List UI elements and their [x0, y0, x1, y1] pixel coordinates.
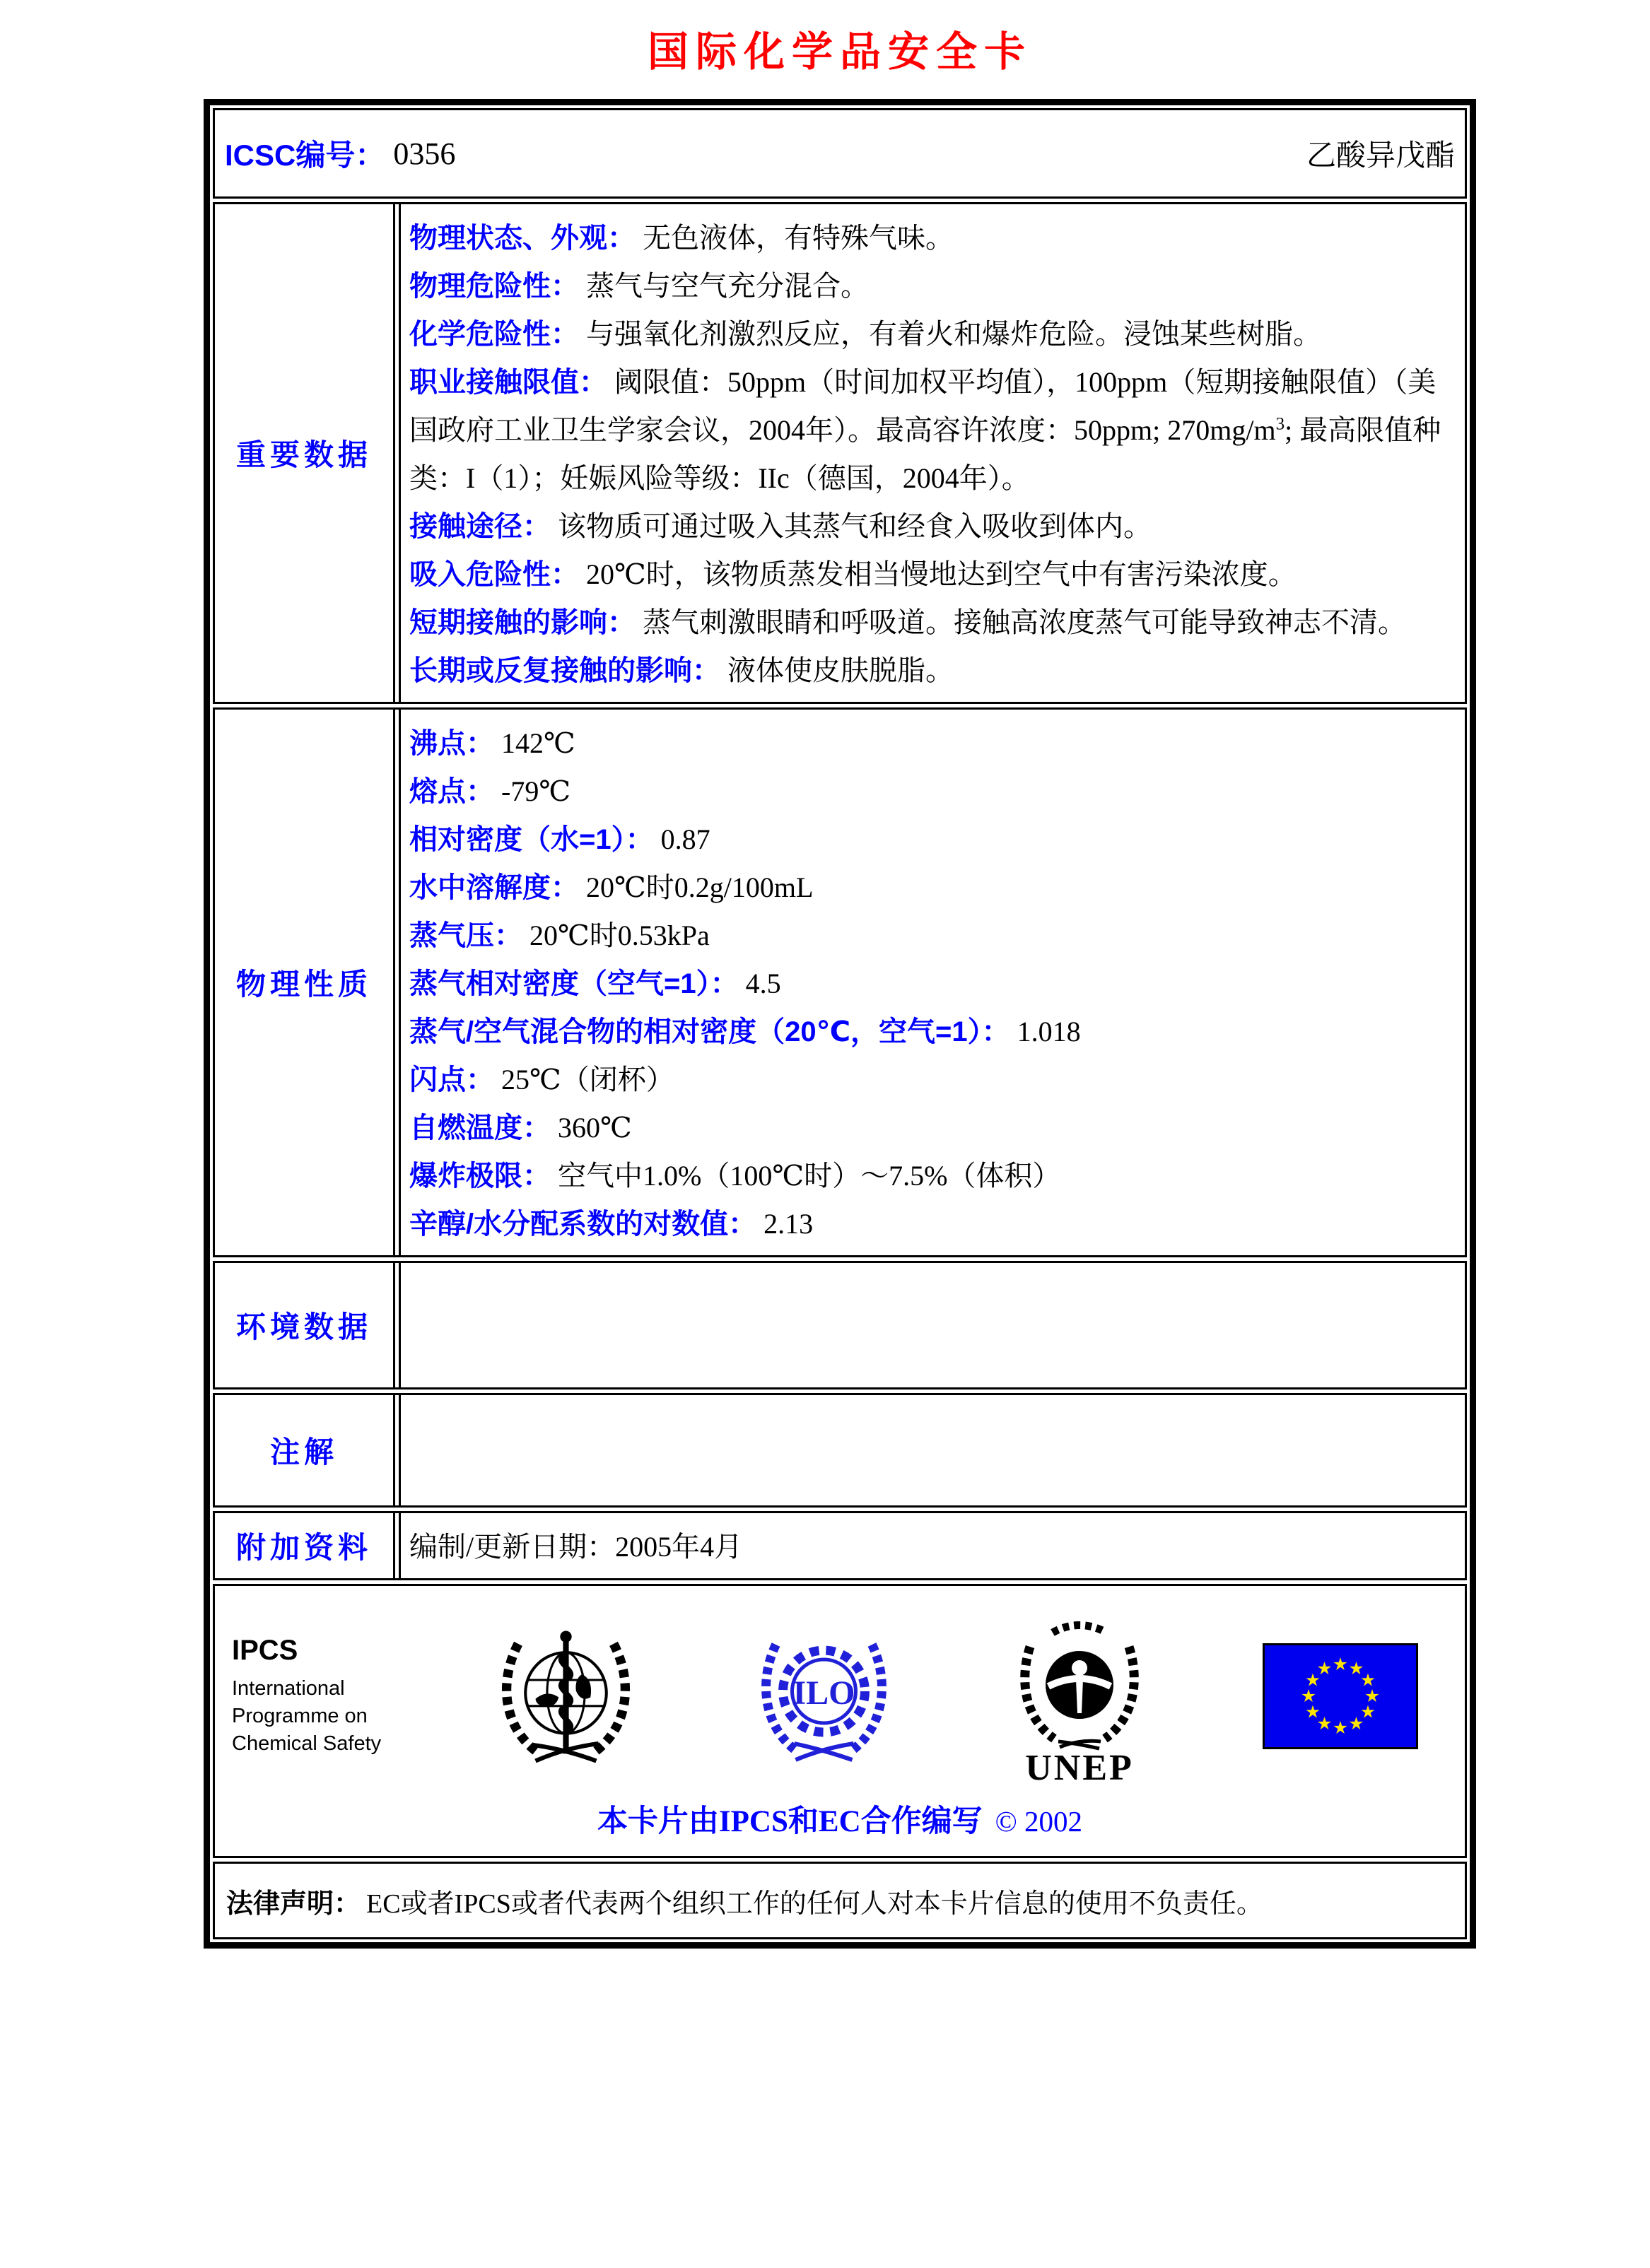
property-value: 阈限值：50ppm（时间加权平均值），100ppm（短期接触限值）（美国政府工业卫生学家会议，2004年）。最高容许浓度：50ppm; 270mg/m	[409, 366, 1437, 446]
cooperation-text: 本卡片由IPCS和EC合作编写	[597, 1805, 983, 1838]
legal-row	[213, 1862, 1467, 1939]
important-data-content	[399, 204, 1465, 702]
important-data-row	[213, 202, 1467, 704]
legal-label: 法律声明：	[226, 1888, 361, 1919]
ipcs-acronym: IPCS	[232, 1634, 298, 1666]
property-line	[409, 599, 1455, 647]
page-title: 国际化学品安全卡	[647, 29, 1032, 75]
property-label: 爆炸极限：	[409, 1161, 551, 1192]
property-value: 0.87	[660, 823, 710, 855]
ipcs-text-block	[232, 1635, 381, 1758]
property-line	[409, 262, 1455, 310]
eu-flag-icon	[1263, 1643, 1418, 1749]
icsc-number-label: ICSC编号：	[225, 139, 385, 172]
ipcs-subtitle-line1: International	[232, 1676, 345, 1700]
property-label: 闪点：	[409, 1064, 494, 1095]
property-value: 该物质可通过吸入其蒸气和经食入吸收到体内。	[558, 510, 1152, 542]
ipcs-subtitle-line3: Chemical Safety	[232, 1732, 382, 1755]
property-value: 20℃时0.2g/100mL	[586, 871, 814, 903]
update-date-label: 编制/更新日期：	[409, 1531, 616, 1563]
ilo-letters: ILO	[792, 1674, 855, 1712]
property-label: 接触途径：	[409, 511, 551, 542]
property-line	[409, 310, 1455, 358]
property-value: 4.5	[745, 968, 781, 999]
property-value: 蒸气刺激眼睛和呼吸道。接触高浓度蒸气可能导致神志不清。	[643, 606, 1406, 638]
property-line	[409, 1056, 1455, 1104]
property-line	[409, 647, 1455, 695]
additional-info-content	[399, 1513, 1465, 1578]
property-value: 20℃时，该物质蒸发相当慢地达到空气中有害污染浓度。	[586, 558, 1297, 590]
property-line	[409, 1008, 1455, 1056]
property-label: 蒸气/空气混合物的相对密度（20℃，空气=1）：	[409, 1016, 1010, 1047]
icsc-card-page	[204, 18, 1476, 1949]
icsc-number-group	[225, 132, 455, 175]
notes-content	[399, 1395, 1465, 1505]
property-label: 物理危险性：	[409, 271, 579, 302]
unep-logo-icon	[1009, 1606, 1150, 1786]
header-row	[213, 108, 1467, 199]
property-line	[409, 551, 1455, 599]
property-line	[409, 503, 1455, 551]
property-label: 辛醇/水分配系数的对数值：	[409, 1209, 757, 1240]
property-label: 短期接触的影响：	[409, 607, 636, 638]
physical-properties-row	[213, 707, 1467, 1257]
property-line	[409, 1104, 1455, 1152]
property-line	[409, 768, 1455, 816]
legal-text: EC或者IPCS或者代表两个组织工作的任何人对本卡片信息的使用不负责任。	[366, 1888, 1263, 1919]
property-label: 物理状态、外观：	[409, 223, 636, 254]
chemical-name: 乙酸异戊酯	[1306, 140, 1455, 172]
logos-row	[213, 1584, 1467, 1858]
unep-letters: UNEP	[1024, 1748, 1134, 1786]
property-label: 职业接触限值：	[409, 367, 607, 398]
property-line	[409, 1152, 1455, 1200]
environmental-data-row	[213, 1261, 1467, 1389]
property-value: 与强氧化剂激烈反应，有着火和爆炸危险。浸蚀某些树脂。	[586, 318, 1321, 350]
superscript: 3	[1275, 414, 1285, 434]
who-logo-icon	[493, 1616, 638, 1775]
property-label: 化学危险性：	[409, 319, 579, 350]
property-value: 360℃	[558, 1112, 632, 1144]
property-label: 自燃温度：	[409, 1112, 551, 1144]
property-label: 水中溶解度：	[409, 872, 579, 903]
property-value: -79℃	[501, 775, 571, 807]
property-value: 液体使皮肤脱脂。	[727, 654, 954, 686]
section-label-additional-info: 附加资料	[215, 1513, 395, 1578]
property-line	[409, 816, 1455, 864]
ipcs-subtitle-line2: Programme on	[232, 1704, 368, 1727]
update-date-line	[409, 1523, 742, 1571]
property-value: 1.018	[1017, 1016, 1081, 1047]
property-value: 2.13	[763, 1208, 814, 1240]
section-label-notes: 注解	[215, 1395, 395, 1505]
property-line	[409, 358, 1455, 503]
property-line	[409, 912, 1455, 960]
ilo-logo-icon	[751, 1615, 896, 1778]
property-label: 长期或反复接触的影响：	[409, 655, 720, 686]
property-value: 蒸气与空气充分混合。	[586, 270, 869, 302]
property-line	[409, 960, 1455, 1008]
property-line	[409, 719, 1455, 768]
section-label-physical-properties: 物理性质	[215, 710, 395, 1255]
property-value: 空气中1.0%（100℃时）～7.5%（体积）	[558, 1160, 1061, 1192]
environmental-data-content	[399, 1263, 1465, 1387]
property-label: 沸点：	[409, 728, 494, 759]
additional-info-row	[213, 1511, 1467, 1580]
property-label: 相对密度（水=1）：	[409, 824, 654, 855]
property-line	[409, 1200, 1455, 1248]
property-value: 20℃时0.53kPa	[529, 919, 710, 951]
notes-row	[213, 1393, 1467, 1508]
property-line	[409, 864, 1455, 912]
property-value: 无色液体，有特殊气味。	[643, 222, 954, 254]
physical-properties-content	[399, 710, 1465, 1255]
property-label: 蒸气相对密度（空气=1）：	[409, 968, 739, 999]
cooperation-caption	[215, 1797, 1465, 1840]
copyright-text: © 2002	[995, 1805, 1083, 1838]
logos-strip	[215, 1586, 1465, 1786]
property-value: 142℃	[501, 727, 575, 759]
property-label: 蒸气压：	[409, 920, 522, 951]
icsc-table	[204, 99, 1476, 1949]
property-label: 吸入危险性：	[409, 559, 579, 590]
update-date-value: 2005年4月	[615, 1531, 743, 1563]
property-value: ; 最高限值种类：I（1）；妊娠风险等级：IIc（德国，2004年）。	[409, 414, 1441, 494]
section-label-important-data: 重要数据	[215, 204, 395, 702]
property-value: 25℃（闭杯）	[501, 1064, 674, 1095]
property-label: 熔点：	[409, 776, 494, 807]
section-label-environmental-data: 环境数据	[215, 1263, 395, 1387]
icsc-number-value: 0356	[393, 136, 456, 171]
property-line	[409, 214, 1455, 262]
